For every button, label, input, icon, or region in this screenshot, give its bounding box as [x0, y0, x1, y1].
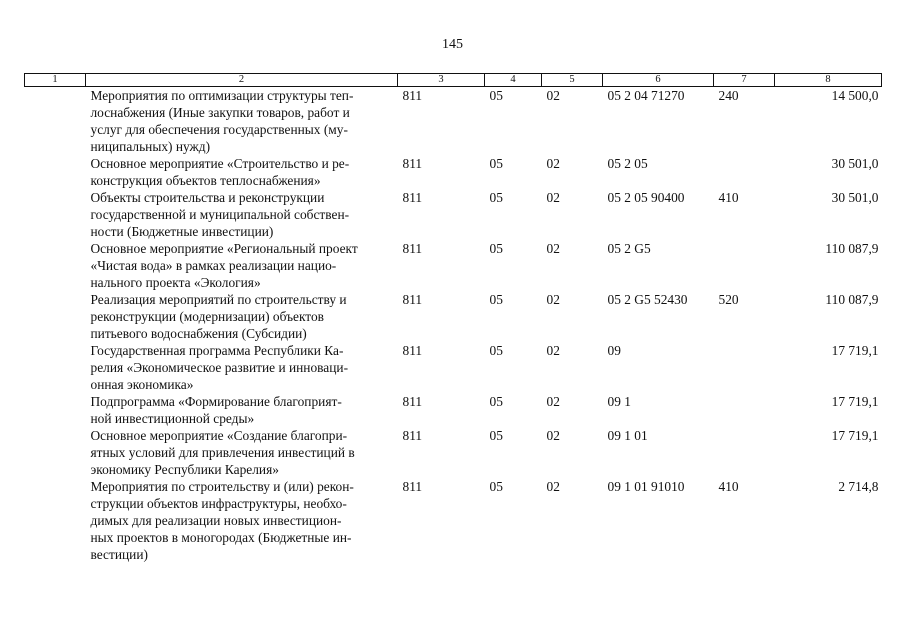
- row-name-line: струкции объектов инфраструктуры, необхо-: [90, 496, 347, 511]
- row-name-line: питьевого водоснабжения (Субсидии): [90, 326, 307, 341]
- row-name-line: экономику Республики Карелия»: [90, 462, 279, 477]
- row-name-line: реконструкции (модернизации) объектов: [90, 309, 324, 324]
- row-name-line: ятных условий для привлечения инвестиций в: [90, 445, 355, 460]
- row-section-code: 05: [489, 156, 503, 171]
- row-admin-code: 811: [402, 156, 423, 171]
- row-amount: 30 501,0: [831, 156, 879, 171]
- row-col1-cell: [25, 189, 86, 240]
- row-name-line: ниципальных) нужд): [90, 139, 211, 154]
- row-name-line: «Чистая вода» в рамках реализации нацио-: [90, 258, 337, 273]
- column-header-7: 7: [714, 74, 775, 87]
- row-target-article: 09: [607, 343, 621, 358]
- table-row: [25, 478, 882, 563]
- table-row: [25, 291, 882, 342]
- row-target-article: 05 2 05 90400: [607, 190, 685, 205]
- row-name-line: Основное мероприятие «Создание благопри-: [90, 428, 348, 443]
- row-name-cell: [86, 342, 398, 393]
- row-name-cell: [86, 427, 398, 478]
- row-name-line: Мероприятия по строительству и (или) рекон-: [90, 479, 354, 494]
- row-expense-type: 410: [718, 190, 739, 205]
- row-target-article: 05 2 G5 52430: [607, 292, 688, 307]
- row-subsection-code: 02: [546, 428, 560, 443]
- row-name-line: Подпрограмма «Формирование благоприят-: [90, 394, 342, 409]
- table-row: [25, 87, 882, 156]
- row-name-line: Мероприятия по оптимизации структуры теп-: [90, 88, 354, 103]
- row-admin-code: 811: [402, 394, 423, 409]
- row-admin-code: 811: [402, 190, 423, 205]
- row-section-code: 05: [489, 479, 503, 494]
- row-name-cell: [86, 155, 398, 189]
- row-expense-type: [714, 342, 775, 393]
- table-row: [25, 342, 882, 393]
- row-expense-type: [714, 155, 775, 189]
- row-expense-type: 240: [718, 88, 739, 103]
- row-subsection-code: 02: [546, 292, 560, 307]
- row-amount: 2 714,8: [838, 479, 879, 494]
- row-col1-cell: [25, 87, 86, 156]
- row-target-article: 05 2 G5: [607, 241, 651, 256]
- row-target-article: 05 2 05: [607, 156, 648, 171]
- row-name-cell: [86, 393, 398, 427]
- row-col1-cell: [25, 342, 86, 393]
- row-name-line: нального проекта «Экология»: [90, 275, 261, 290]
- row-col1-cell: [25, 427, 86, 478]
- column-header-6: 6: [603, 74, 714, 87]
- row-name-cell: [86, 87, 398, 156]
- row-name-line: услуг для обеспечения государственных (му-: [90, 122, 348, 137]
- column-number-header: [25, 74, 882, 87]
- column-header-8: 8: [775, 74, 882, 87]
- table-row: [25, 393, 882, 427]
- page-number: 145: [442, 37, 463, 52]
- row-subsection-code: 02: [546, 190, 560, 205]
- row-name-cell: [86, 240, 398, 291]
- row-name-cell: [86, 291, 398, 342]
- column-header-5: 5: [542, 74, 603, 87]
- column-header-2: 2: [86, 74, 398, 87]
- row-section-code: 05: [489, 292, 503, 307]
- table-row: [25, 427, 882, 478]
- row-subsection-code: 02: [546, 156, 560, 171]
- column-header-3: 3: [398, 74, 485, 87]
- row-expense-type: [714, 393, 775, 427]
- row-name-cell: [86, 189, 398, 240]
- row-name-line: ной инвестиционной среды»: [90, 411, 255, 426]
- row-section-code: 05: [489, 343, 503, 358]
- row-subsection-code: 02: [546, 343, 560, 358]
- row-amount: 14 500,0: [831, 88, 879, 103]
- row-name-line: государственной и муниципальной собствен-: [90, 207, 350, 222]
- row-name-line: онная экономика»: [90, 377, 194, 392]
- column-header-4: 4: [485, 74, 542, 87]
- row-name-line: ности (Бюджетные инвестиции): [90, 224, 274, 239]
- row-name-line: ных проектов в моногородах (Бюджетные ин-: [90, 530, 352, 545]
- row-col1-cell: [25, 291, 86, 342]
- row-name-line: Реализация мероприятий по строительству и: [90, 292, 347, 307]
- row-admin-code: 811: [402, 479, 423, 494]
- row-name-line: димых для реализации новых инвестицион-: [90, 513, 342, 528]
- row-expense-type: 520: [718, 292, 739, 307]
- row-name-line: Основное мероприятие «Строительство и ре-: [90, 156, 350, 171]
- table-row: [25, 240, 882, 291]
- row-amount: 30 501,0: [831, 190, 879, 205]
- row-expense-type: [714, 240, 775, 291]
- row-subsection-code: 02: [546, 394, 560, 409]
- row-name-line: Государственная программа Республики Ка-: [90, 343, 344, 358]
- row-section-code: 05: [489, 394, 503, 409]
- row-subsection-code: 02: [546, 241, 560, 256]
- row-amount: 17 719,1: [831, 394, 879, 409]
- row-expense-type: 410: [718, 479, 739, 494]
- row-name-line: конструкция объектов теплоснабжения»: [90, 173, 321, 188]
- row-section-code: 05: [489, 88, 503, 103]
- row-amount: 17 719,1: [831, 428, 879, 443]
- row-subsection-code: 02: [546, 88, 560, 103]
- row-col1-cell: [25, 478, 86, 563]
- row-name-line: Объекты строительства и реконструкции: [90, 190, 325, 205]
- row-col1-cell: [25, 240, 86, 291]
- row-admin-code: 811: [402, 292, 423, 307]
- row-section-code: 05: [489, 241, 503, 256]
- row-admin-code: 811: [402, 428, 423, 443]
- row-section-code: 05: [489, 428, 503, 443]
- table-row: [25, 155, 882, 189]
- row-expense-type: [714, 427, 775, 478]
- table-row: [25, 189, 882, 240]
- row-col1-cell: [25, 155, 86, 189]
- row-admin-code: 811: [402, 241, 423, 256]
- row-name-line: Основное мероприятие «Региональный проект: [90, 241, 358, 256]
- budget-table: [24, 73, 882, 563]
- row-target-article: 09 1 01 91010: [607, 479, 685, 494]
- row-col1-cell: [25, 393, 86, 427]
- row-admin-code: 811: [402, 343, 423, 358]
- row-subsection-code: 02: [546, 479, 560, 494]
- row-amount: 17 719,1: [831, 343, 879, 358]
- row-target-article: 05 2 04 71270: [607, 88, 685, 103]
- row-name-line: лоснабжения (Иные закупки товаров, работ и: [90, 105, 350, 120]
- row-name-line: вестиции): [90, 547, 148, 562]
- row-amount: 110 087,9: [825, 292, 879, 307]
- row-admin-code: 811: [402, 88, 423, 103]
- row-target-article: 09 1: [607, 394, 631, 409]
- row-section-code: 05: [489, 190, 503, 205]
- row-amount: 110 087,9: [825, 241, 879, 256]
- row-name-line: релия «Экономическое развитие и инноваци-: [90, 360, 349, 375]
- row-target-article: 09 1 01: [607, 428, 648, 443]
- column-header-1: 1: [25, 74, 86, 87]
- row-name-cell: [86, 478, 398, 563]
